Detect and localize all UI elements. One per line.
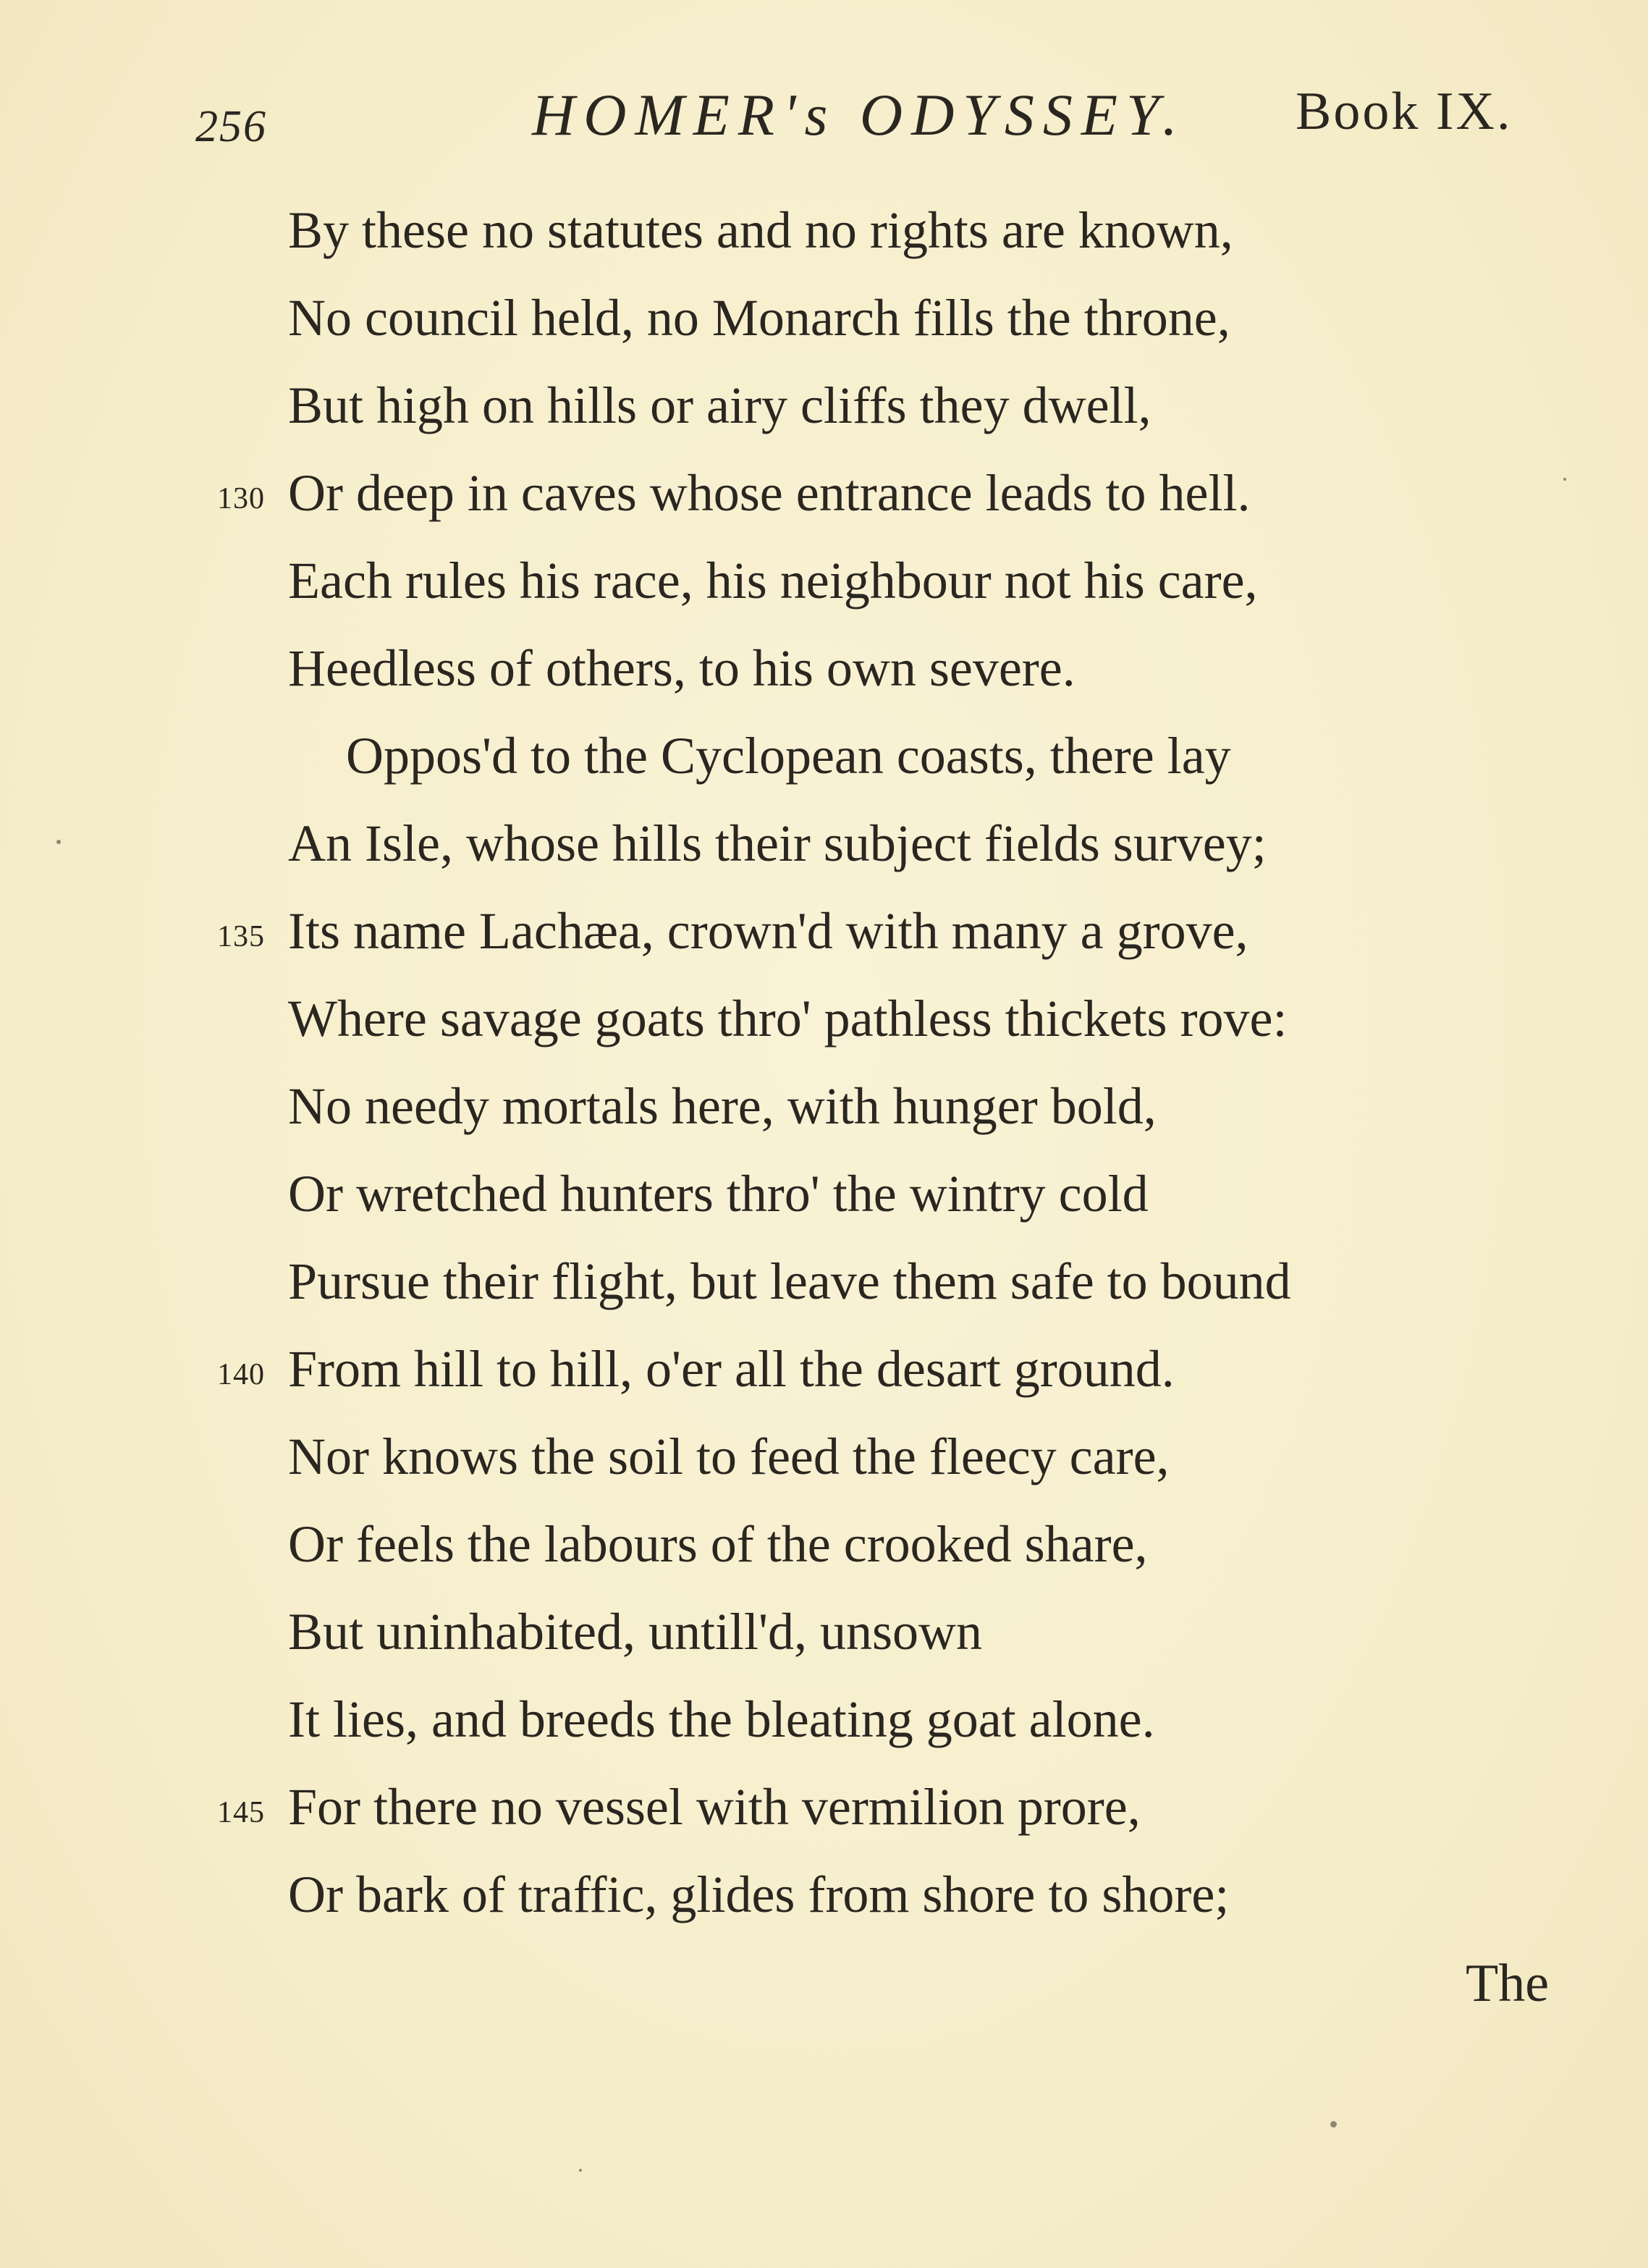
verse-line bbox=[0, 544, 1648, 632]
verse-text: But high on hills or airy cliffs they dwell, bbox=[288, 376, 1152, 434]
verse-line bbox=[0, 982, 1648, 1070]
book-label: Book IX. bbox=[1296, 82, 1513, 141]
paper-speck bbox=[579, 2169, 582, 2172]
paper-speck bbox=[1330, 2121, 1337, 2128]
verse-text: For there no vessel with vermilion prore, bbox=[288, 1778, 1141, 1836]
verse-text: Each rules his race, his neighbour not his care, bbox=[288, 552, 1258, 610]
verse-text: Pursue their flight, but leave them safe to bound bbox=[288, 1252, 1291, 1310]
verse-text: Heedless of others, to his own severe. bbox=[288, 639, 1076, 697]
verse-line bbox=[0, 720, 1648, 807]
verse-line bbox=[0, 1245, 1648, 1333]
running-header bbox=[0, 72, 1648, 152]
verse-text: Where savage goats thro' pathless thickets rove: bbox=[288, 990, 1288, 1047]
verse-line bbox=[0, 1158, 1648, 1245]
line-number: 140 bbox=[217, 1358, 265, 1391]
verse-line bbox=[0, 807, 1648, 895]
verse-text: An Isle, whose hills their subject fields survey; bbox=[288, 814, 1267, 872]
verse-text: Its name Lachæa, crown'd with many a grove, bbox=[288, 902, 1248, 960]
verse-text: It lies, and breeds the bleating goat alone. bbox=[288, 1690, 1155, 1748]
verse-line bbox=[0, 1420, 1648, 1508]
verse-text: Or feels the labours of the crooked share, bbox=[288, 1515, 1148, 1573]
verse-line bbox=[0, 1858, 1648, 1946]
verse-line bbox=[0, 282, 1648, 369]
verse-line bbox=[0, 632, 1648, 720]
verse-text: But uninhabited, untill'd, unsown bbox=[288, 1603, 982, 1661]
verse-text: From hill to hill, o'er all the desart ground. bbox=[288, 1340, 1175, 1398]
line-number: 145 bbox=[217, 1796, 265, 1829]
verse-line bbox=[0, 1070, 1648, 1158]
page-number: 256 bbox=[195, 102, 267, 151]
verse-text: Or deep in caves whose entrance leads to hell. bbox=[288, 464, 1251, 522]
line-number: 130 bbox=[217, 482, 265, 515]
verse-block bbox=[0, 194, 1648, 1946]
verse-line bbox=[0, 194, 1648, 282]
verse-line bbox=[0, 895, 1648, 982]
paper-speck bbox=[1563, 478, 1566, 481]
paper-speck bbox=[56, 840, 61, 844]
verse-text: No council held, no Monarch fills the throne, bbox=[288, 289, 1230, 347]
verse-text: Or wretched hunters thro' the wintry cold bbox=[288, 1165, 1149, 1223]
verse-text: Or bark of traffic, glides from shore to shore; bbox=[288, 1866, 1230, 1923]
verse-text: Nor knows the soil to feed the fleecy care, bbox=[288, 1428, 1170, 1485]
running-title: HOMER's ODYSSEY. bbox=[532, 82, 1186, 148]
verse-line bbox=[0, 457, 1648, 544]
verse-line bbox=[0, 1771, 1648, 1858]
catchword: The bbox=[1466, 1954, 1550, 2013]
verse-text: Oppos'd to the Cyclopean coasts, there lay bbox=[346, 727, 1231, 785]
verse-line bbox=[0, 1683, 1648, 1771]
verse-line bbox=[0, 1508, 1648, 1595]
line-number: 135 bbox=[217, 920, 265, 953]
verse-line bbox=[0, 369, 1648, 457]
verse-line bbox=[0, 1333, 1648, 1420]
verse-text: By these no statutes and no rights are known, bbox=[288, 201, 1233, 259]
verse-line bbox=[0, 1595, 1648, 1683]
verse-text: No needy mortals here, with hunger bold, bbox=[288, 1077, 1157, 1135]
